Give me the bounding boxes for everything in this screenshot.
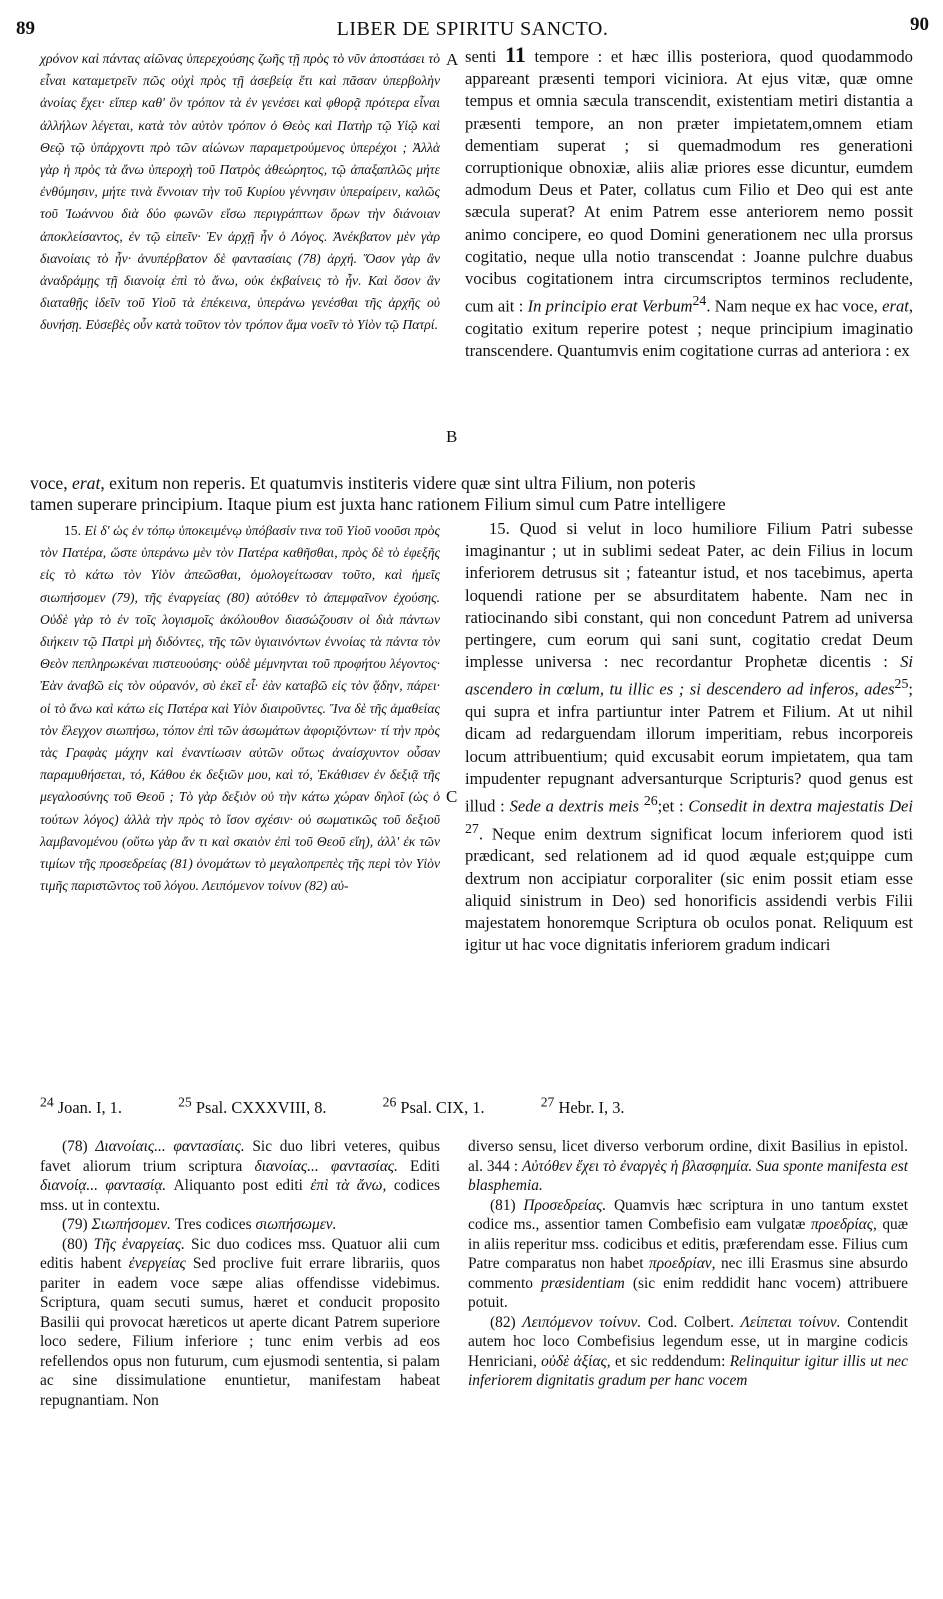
note-number: (78) (62, 1138, 88, 1155)
note-text: diverso sensu, licet diverso verborum ordine, dixit Basilius in epistol. al. 344 : (468, 1138, 908, 1175)
footnote-text: Psal. CIX, 1. (400, 1098, 485, 1118)
note-text: Contendit autem hoc loco Combefisius legendum esse, ut in margine codicis Henriciani, (468, 1313, 908, 1370)
greek-paragraph-bottom (40, 520, 440, 897)
latin-paragraph-top (465, 44, 913, 362)
full-width-lines (30, 473, 915, 514)
footnote-ref: 26 (643, 792, 658, 808)
note-text: codices mss. ut in contextu. (40, 1177, 440, 1214)
footnote-num: 25 (178, 1095, 192, 1110)
note-text: Editi (410, 1157, 440, 1175)
note-79 (40, 1215, 440, 1235)
page-number-left: 89 (16, 18, 35, 39)
footnote-ref: 24 (692, 293, 707, 309)
latin-column-bottom (465, 518, 913, 956)
note-text: nec illi Erasmus sine absurdo commento (468, 1255, 908, 1292)
footnote-ref: 27 (465, 820, 479, 836)
latin-quote: erat (882, 296, 909, 316)
footnote-num: 24 (40, 1095, 54, 1110)
section-number: 15. (64, 523, 81, 538)
latin-text: , cogitatio exitum reperire potest ; neque principium imaginatio transcendere. Quantumvis enim cogitatione curras ad anteriora : ex (465, 296, 914, 361)
note-greek: Λειπόμενον τοίνυν. (522, 1313, 642, 1331)
greek-text: Εἰ δ' ὡς ἐν τόπῳ ὑποκειμένῳ ὑπόβασίν τινα τοῦ Υἱοῦ νοοῦσι πρὸς τὸν Πατέρα, ὥστε ὑπεράνω μὲν τὸν Πατέρα καθῆσθαι, πρὸς δὲ τὸ ἐφεξῆς εἰς τὸ κάτω τὸν Υἱὸν ἀπεῶσθαι, ὁμολογείτωσαν τοῦτο, καὶ ἡμεῖς σιωπήσομεν (79), τῆς ἐναργείας (80) αὐτόθεν τὸ ἀπεμφαῖνον ἐχούσης. Οὐδὲ γὰρ τὸ ἐν τοῖς λογισμοῖς ἀκόλουθον διασώζουσιν οἱ διὰ πάντων διήκειν τῷ Πατρὶ μὴ διδόντες, τῆς τῶν ὑγιαινόντων ἐννοίας τὰ πάντα τὸν Θεὸν πεπληρωκέναι πιστευούσης· οὐδὲ μέμνηνται τοῦ προφήτου λέγοντος· Ἐὰν ἀναβῶ εἰς τὸν οὐρανόν, σὺ ἐκεῖ εἶ· ἐὰν καταβῶ εἰς τὸν ᾅδην, πάρει· οἱ τὸ ἄνω καὶ κάτω εἰς Πατέρα καὶ Υἱὸν διαιροῦντες. Ἵνα δὲ τῆς ἀμαθείας τὸν ἔλεγχον σιωπήσω, τόπον ἐπὶ τῶν ἀσωμάτων ἀφοριζόντων· τί τὴν πρὸς τὰς Γραφὰς μάχην καὶ ἐναντίωσιν αὐτῶν οὕτως ἀναίσχυντον οὖσαν παραμυθήσεται, τό, Κάθου ἐκ δεξιῶν μου, καὶ τό, Ἐκάθισεν ἐν δεξιᾷ τῆς μεγαλοσύνης τοῦ Θεοῦ ; Τὸ γὰρ δεξιὸν οὐ τὴν κάτω χώραν δηλοῖ (ὡς ὁ τούτων λόγος) ἀλλὰ τὴν πρὸς τὸ ἴσον σχέσιν· οὐ σωματικῶς τοῦ δεξιοῦ λαμβανομένου (οὕτω γὰρ ἄν τι καὶ σκαιὸν ἐπὶ τοῦ Θεοῦ εἴη), ἀλλ' ἐκ τῶν τιμίων τῆς προσεδρείας (81) ὀνομάτων τὸ μεγαλοπρεπὲς τῆς περὶ τὸν Υἱὸν τιμῆς παριστῶντος τοῦ λόγου. Λειπόμενον τοίνυν (82) αὐ- (40, 523, 440, 894)
note-text: Sic duo codices mss. Quatuor alii cum editis habent (40, 1235, 440, 1272)
column-marker: 11 (505, 42, 526, 67)
page-number-right: 90 (910, 14, 929, 35)
footnote-ref: 25 (894, 676, 909, 692)
note-continuation (468, 1137, 908, 1196)
editorial-notes-left (40, 1137, 440, 1410)
footnote-text: Hebr. I, 3. (558, 1098, 625, 1118)
note-italic: Sua sponte manifesta est blasphemia. (468, 1157, 908, 1194)
note-text: Sed proclive fuit errare librariis, quos pariter in eadem voce sæpe alias offendisse videbimus. Scriptura, quam secuti sumus, hæret et conducit proposito Basilii qui provocat hæreticos ut aperte dicant Patrem superiore loco sedere, Filium inferiore ; tunc enim verbis ad eos refellendos opus non futurum, cum ejusmodi sententia, si palam ac sine dissimulatione enuntietur, manifestam habeat repugnantiam. Non (40, 1255, 440, 1409)
footnote-text: Psal. CXXXVIII, 8. (195, 1098, 327, 1118)
note-text: Quamvis hæc scriptura in uno tantum exstet codice ms., assentior tamen Combefisio eam vulgatæ (468, 1196, 908, 1233)
note-greek: Διανοίαις... φαντασίαις. (95, 1138, 245, 1155)
note-greek: διανοίᾳ... φαντασίᾳ. (40, 1177, 167, 1194)
footnote-item (540, 1095, 651, 1118)
latin-quote: Sede a dextris meis (509, 796, 640, 816)
section-number: 15. (489, 519, 510, 538)
latin-quote: Consedit in dextra majestatis Dei (688, 796, 913, 816)
full-quote: erat (72, 473, 101, 493)
latin-text: tempore : et hæc illis posteriora, quod quodammodo appareant præsenti tempori viciniora. At ejus vitæ, quæ omne tempus et omnia sæcula transcendit, existentiam metiri distantia a præsenti tempore, an non præter impietatem,omnem etiam dementiam superat ; si quemadmodum res generationi corruptionique obnoxiæ, aliis aliæ priores esse dicuntur, eumdem admodum Deus et Pater, collatus cum Filio et Deo qui est ante sæcula superat? At enim Patrem esse anteriorem nemo possit animo concipere, eo quod Domini generationem nec ulla prorsus cogitatio, neque ulla notio transcendat : Joanne pulchre duabus vocibus cogitationem intra circumscriptos terminos recludente, cum ait : (465, 47, 913, 316)
latin-text: . Neque enim dextrum significat locum inferiorem quod isti prædicant, sed relationem ad id quod æquale est;quippe cum dextrum non accipiatur corporaliter (sic enim possit etiam esse aliquid sinistrum in Deo) sed honorificis assidendi verbis Filii majestatem honoremque Scriptura ob oculos ponat. Reliquum est igitur ut hac voce dignitatis inferiorem gradum indicari (465, 824, 913, 955)
running-title: LIBER DE SPIRITU SANCTO. (336, 18, 609, 40)
full-width-line-2: tamen superare principium. Itaque pium est juxta hanc rationem Filium simul cum Patre intelligere (30, 493, 726, 514)
note-text: Sic duo libri veteres, quibus favet aliorum trium scriptura (40, 1138, 440, 1175)
note-number: (80) (62, 1235, 88, 1253)
full-width-line-1 (30, 473, 915, 494)
note-greek: ἐπὶ τὰ ἄνω, (310, 1177, 387, 1194)
note-text: Aliquanto post editi (173, 1177, 303, 1194)
note-number: (79) (62, 1216, 88, 1233)
footnote-item (40, 1095, 148, 1118)
greek-column-top (40, 48, 440, 337)
note-80 (40, 1235, 440, 1411)
note-text: (sic enim reddidit hanc vocem) attribuere potuit. (468, 1274, 908, 1311)
latin-text: ;et : (657, 796, 684, 816)
latin-text: senti (465, 47, 497, 66)
note-greek: Σιωπήσομεν. (91, 1216, 171, 1233)
note-greek: προεδρίας, (810, 1216, 877, 1233)
note-82 (468, 1313, 908, 1391)
greek-column-bottom (40, 520, 440, 897)
margin-mark-b: B (446, 427, 458, 446)
footnote-num: 27 (540, 1095, 555, 1110)
footnote-text: Joan. I, 1. (57, 1098, 122, 1118)
note-greek: διανοίας... φαντασίας. (254, 1157, 398, 1175)
note-number: (82) (490, 1313, 516, 1331)
note-text: Cod. Colbert. (647, 1313, 734, 1331)
note-number: (81) (490, 1196, 516, 1214)
scripture-footnotes (40, 1095, 920, 1118)
latin-text: . Nam neque ex hac voce, (706, 296, 878, 316)
note-text: et sic reddendum: (614, 1352, 726, 1370)
note-81 (468, 1196, 908, 1313)
latin-quote: In principio erat Verbum (527, 296, 693, 316)
note-greek: ἐνεργείας (128, 1255, 186, 1272)
note-greek: Τῆς ἐναργείας. (93, 1235, 185, 1253)
editorial-notes-right (468, 1137, 908, 1391)
footnote-item (382, 1095, 511, 1118)
latin-quote: Si ascendero in cœlum, tu illic es ; si descendero ad inferos, ades (465, 652, 914, 699)
margin-mark-c: C (446, 787, 458, 806)
note-greek: Αὐτόθεν ἔχει τὸ ἐναργὲς ἡ βλασφημία. (521, 1157, 753, 1175)
running-header (16, 8, 929, 40)
note-greek: Λείπεται τοίνυν. (740, 1313, 841, 1331)
note-78 (40, 1137, 440, 1215)
greek-paragraph-top: χρόνον καὶ πάντας αἰῶνας ὑπερεχούσης ζωῆς τῇ πρὸς τὸ νῦν ἀποστάσει τὸ εἶναι καταμετρεῖν πῶς οὐχὶ πρὸς τῇ ἀσεβείᾳ ἔτι καὶ πᾶσαν ὑπερβολὴν ἀνοίας ἔχει· εἴπερ καθ' ὃν τρόπον τὰ ἐν γενέσει καὶ φθορᾷ πρότερα εἶναι ἀλλήλων λέγεται, κατὰ τὸν αὐτὸν τρόπον ὁ Θεὸς καὶ Πατὴρ τῷ Υἱῷ καὶ Θεῷ τῷ ὑπάρχοντι πρὸ τῶν αἰώνων παραμετρούμενος ὑπερέχοι ; Ἀλλὰ γὰρ ἡ πρὸς τὰ ἄνω ὑπεροχὴ τοῦ Πατρὸς ἀθεώρητος, τῷ ἀπαξαπλῶς μήτε ἐνθύμησιν, μήτε τινὰ ἔννοιαν τὴν τοῦ Κυρίου γέννησιν ὑπεραίρειν, καλῶς τοῦ Ἰωάννου διὰ δύο φωνῶν εἴσω περιγράπτων ὅρων τὴν διάνοιαν ἀποκλείσαντος, ἐν τῷ εἰπεῖν· Ἐν ἀρχῇ ἦν ὁ Λόγος. Ἀνέκβατον μὲν γὰρ διανοίαις τὸ ἦν· ἀνυπέρβατον δὲ φαντασίαις (78) ἀρχή. Ὅσον γὰρ ἂν ἀναδράμῃς τῇ διανοίᾳ ἐπὶ τὸ ἄνω, οὐκ ἐκβαίνεις τὸ ἦν. Καὶ ὅσον ἂν διαταθῇς ἰδεῖν τοῦ Υἱοῦ τὰ ἐπέκεινα, ὑπεράνω γενέσθαι τῆς ἀρχῆς οὐ δυνήσῃ. Εὐσεβὲς οὖν κατὰ τοῦτον τὸν τρόπον ἅμα νοεῖν τὸ Υἱὸν τῷ Πατρί. (40, 51, 440, 333)
full-text: voce, (30, 473, 68, 493)
footnote-item (178, 1095, 352, 1118)
margin-mark-a: A (446, 50, 459, 69)
note-text: Tres codices (174, 1216, 252, 1233)
latin-text: Quod si velut in loco humiliore Filium Patri subesse imaginantur ; ut in sublimi sedeat Pater, ac dein Filius in locum inferiorem detrusus sit ; fateantur istud, et nos tacebimus, aperta loquendi ratione per se absurditatem habente. Nam nec in ratiocinando sibi constant, qui non concedunt Patrem ad universa pertingere, cum eorum qui sani sunt, cogitatio credat Deum implesse universa : nec recordantur Prophetæ dicentis : (465, 519, 913, 672)
full-text: , exitum non reperis. Et quatumvis institeris videre quæ sint ultra Filium, non poteris (100, 473, 696, 493)
note-italic: Relinquitur igitur illis ut nec inferiorem dignitatis gradum per hanc vocem (468, 1352, 908, 1389)
latin-paragraph-bottom (465, 518, 913, 956)
footnote-num: 26 (382, 1095, 397, 1110)
note-text: quæ in aliis reperitur mss. codicibus et editis, præferendam esse. Filius cum Patre comparatus non habet (468, 1216, 909, 1272)
note-greek: σιωπήσωμεν. (255, 1216, 337, 1233)
latin-column-top (465, 44, 913, 362)
latin-text: ; qui supra et infra partiuntur inter Patrem et Filium. At ut nihil dicam ad redarguendam illorum imperitiam, rebus incorporeis locum attribuentium; quid excusabit eorum impietatem, qua tam impudenter repugnant adversanturque Scripturis? quod genus est illud : (465, 679, 913, 816)
note-greek: Προσεδρείας. (523, 1196, 607, 1214)
note-greek: οὐδὲ ἀξίας, (541, 1352, 611, 1370)
note-italic: præsidentiam (541, 1274, 625, 1292)
note-greek: προεδρίαν, (649, 1255, 716, 1272)
